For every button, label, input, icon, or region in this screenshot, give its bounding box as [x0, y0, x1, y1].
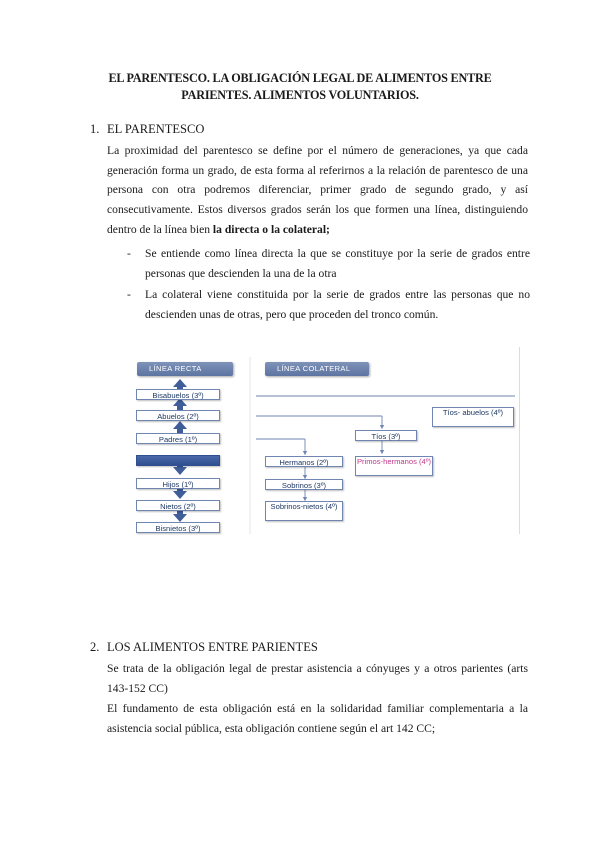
title-line-1: EL PARENTESCO. LA OBLIGACIÓN LEGAL DE ALIMENTOS ENTRE — [108, 71, 492, 85]
section-2-paragraph-2: El fundamento de esta obligación está en la solidaridad familiar complementaria a la asistencia social pública, esta obligación contiene según el art 142 CC; — [107, 702, 528, 735]
box-primos-hermanos: Primos-hermanos (4º) — [355, 456, 433, 476]
section-1-paragraph — [107, 141, 528, 240]
box-tios: Tíos (3º) — [355, 430, 417, 441]
box-hijos: Hijos (1º) — [136, 478, 220, 489]
section-1-number: 1. — [90, 122, 100, 136]
bullet-text: Se entiende como línea directa la que se constituye por la serie de grados entre personas que descienden la una de la otra — [145, 247, 530, 280]
paragraph-bold-text: la directa o la colateral; — [212, 222, 330, 236]
paragraph-main-text: La proximidad del parentesco se define por el número de generaciones, ya que cada generación forma un grado, de esta forma al referirnos a la relación de parentesco de una persona con otra podremos diferenciar, primer grado de segundo grado, y así consecutivamente. Estos diversos grados serán los que formen una línea, distinguiendo dentro de la línea bien — [107, 144, 528, 236]
box-nietos: Nietos (2º) — [136, 500, 220, 511]
bullet-text: La colateral viene constituida por la serie de grados entre las personas que no descienden unas de otras, pero que proceden del tronco común. — [145, 288, 530, 321]
bullet-dash: - — [127, 288, 131, 301]
box-bisnietos: Bisnietos (3º) — [136, 522, 220, 533]
box-hermanos: Hermanos (2º) — [265, 456, 343, 467]
box-ego — [136, 455, 220, 466]
box-sobrinos-nietos: Sobrinos-nietos (4º) — [265, 501, 343, 521]
box-tios-abuelos: Tíos- abuelos (4º) — [432, 407, 514, 427]
title-line-2: PARIENTES. ALIMENTOS VOLUNTARIOS. — [181, 88, 419, 102]
bullet-dash: - — [127, 247, 131, 260]
header-linea-recta: LÍNEA RECTA — [137, 362, 233, 376]
box-sobrinos: Sobrinos (3º) — [265, 479, 343, 490]
section-1-title: EL PARENTESCO — [107, 122, 205, 136]
box-bisabuelos: Bisabuelos (3º) — [136, 389, 220, 400]
document-title — [95, 70, 505, 104]
box-padres: Padres (1º) — [136, 433, 220, 444]
section-2-paragraph-1: Se trata de la obligación legal de prestar asistencia a cónyuges y a otros parientes (arts 143-152 CC) — [107, 662, 528, 695]
section-2-title: LOS ALIMENTOS ENTRE PARIENTES — [107, 640, 318, 654]
box-abuelos: Abuelos (2º) — [136, 410, 220, 421]
section-2-number: 2. — [90, 640, 100, 654]
kinship-diagram — [125, 347, 520, 534]
header-linea-colateral: LÍNEA COLATERAL — [265, 362, 369, 376]
